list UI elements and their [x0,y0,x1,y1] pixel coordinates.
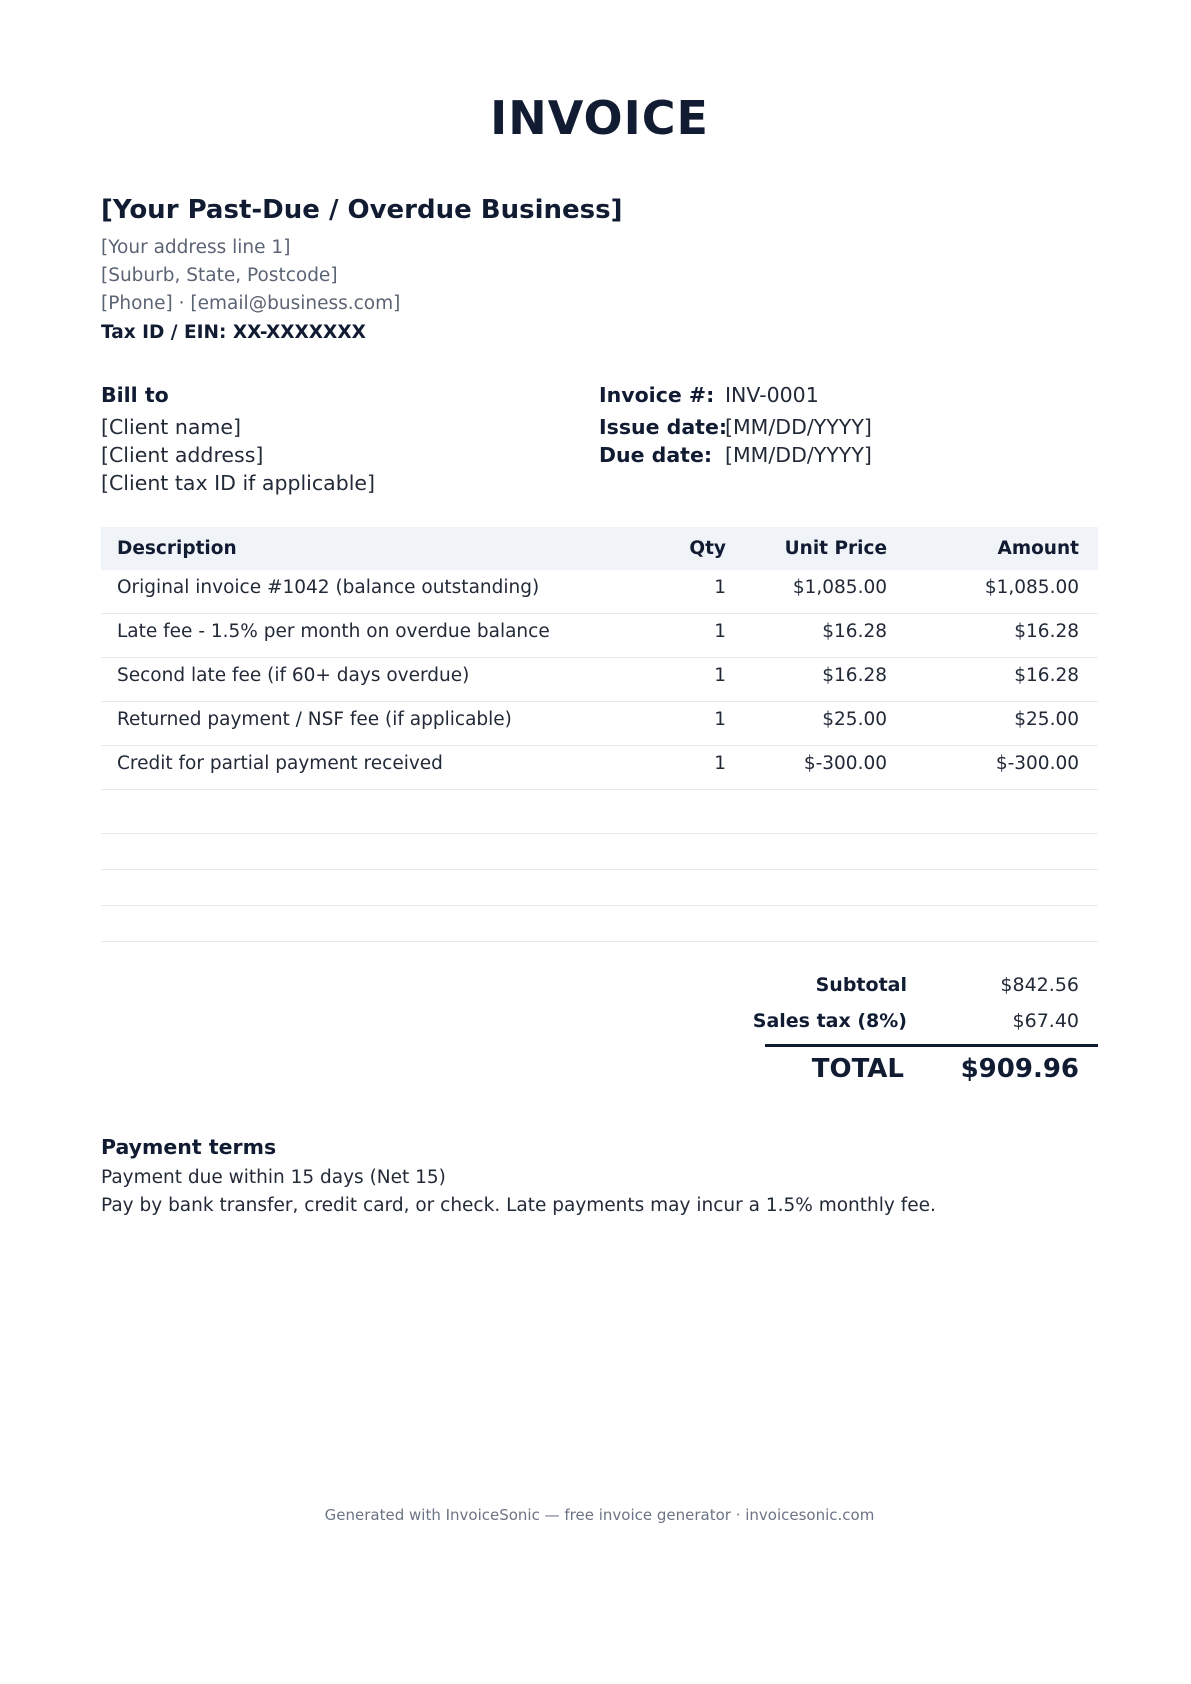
row-amount: $16.28 [1014,665,1079,686]
row-qty: 1 [714,665,726,686]
client-name: [Client name] [101,415,241,439]
column-header-qty: Qty [689,538,726,559]
empty-table-row [101,870,1098,906]
due-date: [MM/DD/YYYY] [725,443,872,467]
table-row [101,702,1098,746]
client-address: [Client address] [101,443,264,467]
row-amount: $25.00 [1014,709,1079,730]
table-row [101,614,1098,658]
sales-tax-label: Sales tax (8%) [752,1010,907,1032]
total-value: $909.96 [960,1054,1079,1084]
issue-date: [MM/DD/YYYY] [725,415,872,439]
business-name: [Your Past-Due / Overdue Business] [101,195,623,225]
business-address-line-1: [Your address line 1] [101,237,291,258]
table-row [101,746,1098,790]
client-tax-id: [Client tax ID if applicable] [101,471,376,495]
row-amount: $1,085.00 [984,577,1079,598]
row-amount: $-300.00 [995,753,1079,774]
row-description: Original invoice #1042 (balance outstanding) [117,577,540,598]
column-header-unit-price: Unit Price [784,538,887,559]
row-description: Returned payment / NSF fee (if applicable) [117,709,512,730]
due-date-label: Due date: [599,443,713,467]
payment-terms-line-1: Payment due within 15 days (Net 15) [101,1167,446,1188]
sales-tax-value: $67.40 [1012,1010,1079,1032]
business-address-line-2: [Suburb, State, Postcode] [101,265,338,286]
payment-terms-line-2: Pay by bank transfer, credit card, or check. Late payments may incur a 1.5% monthly fee. [101,1195,936,1216]
row-qty: 1 [714,753,726,774]
line-items-table [101,527,1098,942]
row-unit-price: $16.28 [822,665,887,686]
total-label: TOTAL [811,1054,904,1084]
bill-to-heading: Bill to [101,383,169,407]
invoice-number: INV-0001 [725,383,819,407]
subtotal-label: Subtotal [815,974,907,996]
row-description: Credit for partial payment received [117,753,443,774]
empty-table-row [101,906,1098,942]
row-unit-price: $16.28 [822,621,887,642]
row-qty: 1 [714,709,726,730]
table-row [101,658,1098,702]
row-qty: 1 [714,621,726,642]
row-qty: 1 [714,577,726,598]
row-unit-price: $25.00 [822,709,887,730]
total-divider [765,1044,1098,1047]
business-contact: [Phone] · [email@business.com] [101,293,401,314]
footer-credit: Generated with InvoiceSonic — free invoice generator · invoicesonic.com [324,1506,875,1524]
empty-table-row [101,790,1098,834]
row-unit-price: $1,085.00 [792,577,887,598]
invoice-title: INVOICE [490,91,709,145]
invoice-number-label: Invoice #: [599,383,715,407]
column-header-description: Description [117,538,237,559]
payment-terms-heading: Payment terms [101,1135,277,1159]
empty-table-row [101,834,1098,870]
business-tax-id: Tax ID / EIN: XX-XXXXXXX [101,322,366,343]
issue-date-label: Issue date: [599,415,728,439]
row-amount: $16.28 [1014,621,1079,642]
row-description: Late fee - 1.5% per month on overdue balance [117,621,550,642]
row-unit-price: $-300.00 [803,753,887,774]
subtotal-value: $842.56 [1000,974,1079,996]
table-row [101,570,1098,614]
column-header-amount: Amount [997,538,1079,559]
table-header [101,527,1098,570]
row-description: Second late fee (if 60+ days overdue) [117,665,470,686]
